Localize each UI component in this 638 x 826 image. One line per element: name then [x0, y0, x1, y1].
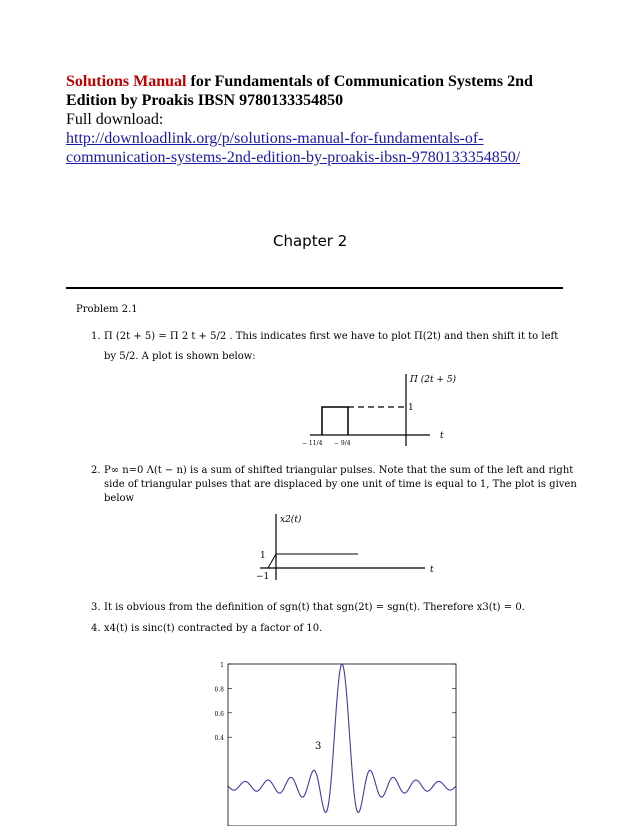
- plot2-xlabel: t: [430, 565, 434, 575]
- sinc-frame: [228, 664, 456, 826]
- plot1-tick-b: − 9/4: [334, 440, 351, 447]
- doc-title-line2: Edition by Proakis IBSN 9780133354850: [66, 92, 344, 109]
- problem-label: Problem 2.1: [76, 304, 138, 315]
- doc-title-line1: [66, 72, 586, 91]
- download-link-line1[interactable]: http://downloadlink.org/p/solutions-manual-for-fundamentals-of-: [66, 130, 484, 147]
- plot1-ylabel: Π (2t + 5): [410, 375, 457, 385]
- item3-number: 3.: [91, 602, 101, 613]
- item2-continuation1: side of triangular pulses that are displaced by one unit of time is equal to 1, The plot is given: [104, 479, 577, 490]
- plot1-one: 1: [408, 403, 414, 413]
- title-red: Solutions Manual: [66, 73, 187, 90]
- item1-text: Π (2t + 5) = Π 2 t + 5/2 . This indicates first we have to plot Π(2t) and then shift it to left: [104, 331, 559, 342]
- item3-text: It is obvious from the definition of sgn(t) that sgn(2t) = sgn(t). Therefore x3(t) = 0.: [104, 602, 525, 613]
- item2-text: P∞ n=0 Λ(t − n) is a sum of shifted triangular pulses. Note that the sum of the left and right: [104, 465, 574, 476]
- plot2-one: 1: [260, 551, 266, 561]
- plot1-tick-a: − 11/4: [302, 440, 323, 447]
- sinc-ytick-label: 0.4: [214, 735, 224, 743]
- item1-continuation: by 5/2. A plot is shown below:: [104, 351, 256, 362]
- download-label: Full download:: [66, 111, 164, 128]
- item4-number: 4.: [91, 623, 101, 634]
- item2-number: 2.: [91, 465, 101, 476]
- sinc-chart: [200, 660, 460, 826]
- title-rest: for Fundamentals of Communication Systems 2nd: [186, 73, 533, 90]
- item1-number: 1.: [91, 331, 101, 342]
- sinc-ytick-label: 0.6: [214, 710, 224, 718]
- plot2-minus-one: −1: [256, 572, 270, 582]
- plot2-sum-triangles: [250, 508, 450, 584]
- sinc-ytick-label: 1: [220, 662, 224, 669]
- chapter-rule: [66, 287, 563, 289]
- sinc-ytick-label: 0.8: [214, 686, 224, 694]
- plot1-rect-pulse: [290, 368, 490, 460]
- download-link-line2[interactable]: communication-systems-2nd-edition-by-proakis-ibsn-9780133354850/: [66, 149, 521, 166]
- plot1-pulse: [322, 407, 348, 435]
- item2-continuation2: below: [104, 493, 135, 504]
- item4-text: x4(t) is sinc(t) contracted by a factor of 10.: [104, 623, 323, 634]
- sinc-series-line: [228, 664, 456, 812]
- chapter-heading: Chapter 2: [273, 232, 348, 250]
- plot2-ylabel: x2(t): [280, 515, 302, 525]
- sinc-mark-3: 3: [315, 741, 322, 752]
- plot2-curve: [268, 554, 358, 568]
- plot1-xlabel: t: [440, 431, 444, 441]
